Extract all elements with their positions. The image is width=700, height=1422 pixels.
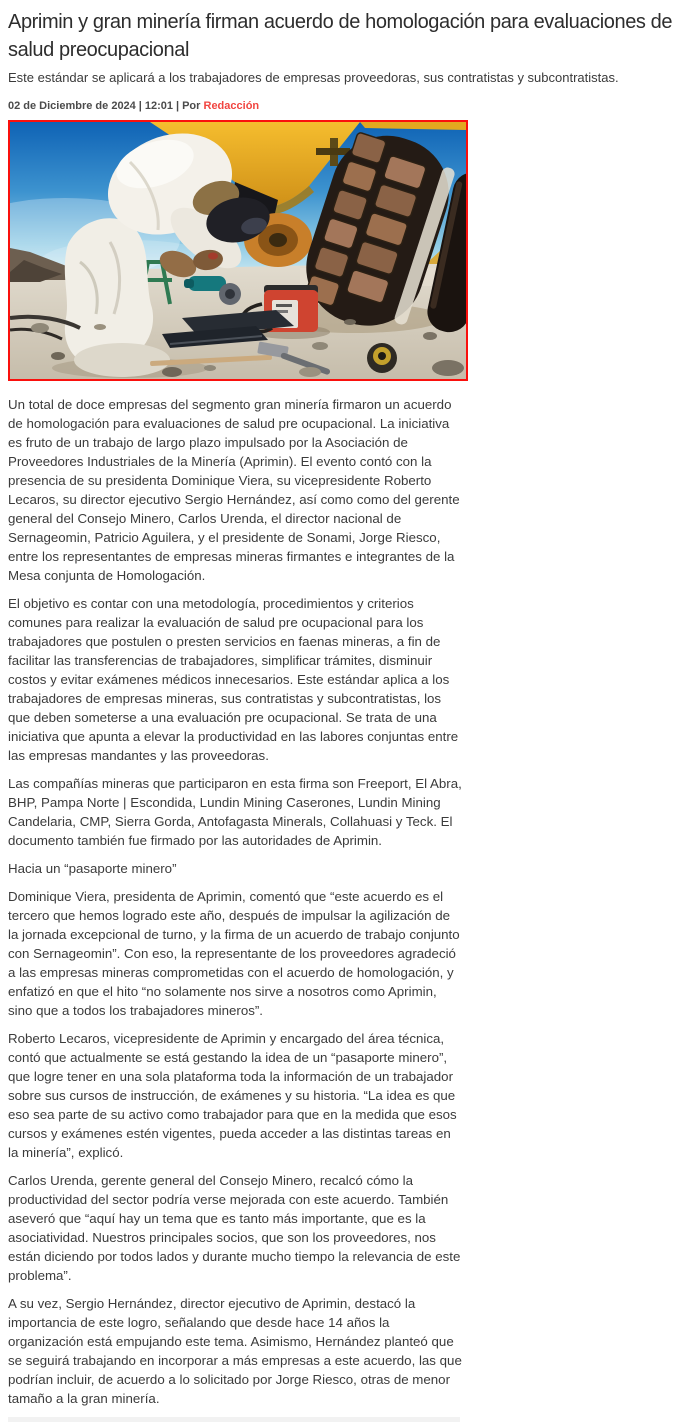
paragraph: Las compañías mineras que participaron en esta firma son Freeport, El Abra, BHP, Pampa Norte | Escondida, Lundin Mining Caserones, Lundin Mining Candelaria, CMP, Sierra Gorda, Antofagasta Minerals, Collahuasi y Teck. El documento también fue firmado por las autoridades de Aprimin. — [8, 776, 462, 848]
meta-separator: | — [138, 100, 142, 112]
meta-date: 02 de Diciembre de 2024 — [8, 100, 136, 112]
paragraph: Carlos Urenda, gerente general del Consejo Minero, recalcó cómo la productividad del sector podría verse mejorada con este acuerdo. También aseveró que “aquí hay un tema que es tanto más importante, que es la asociatividad. Nuestros principales socios, que son los proveedores, nos están diciendo por todos lados y durante mucho tiempo la relevancia de este problema”. — [8, 1173, 461, 1283]
meta-author-prefix: Por — [182, 100, 201, 112]
mining-worker-photo-illustration — [10, 122, 466, 379]
meta-separator: | — [176, 100, 180, 112]
article-title: Aprimin y gran minería firman acuerdo de homologación para evaluaciones de salud preocupacional — [8, 11, 673, 61]
paragraph: Roberto Lecaros, vicepresidente de Aprimin y encargado del área técnica, contó que actualmente se está gestando la idea de un “pasaporte minero”, que logre tener en una sola plataforma toda la información de un trabajador sobre sus cursos de instrucción, de exámenes y su historia. “La idea es que eso sea parte de su activo como trabajador para que en la medida que esos cursos y exámenes estén vigentes, pueda acceder a las distintas tareas en la minería”, explicó. — [8, 1031, 457, 1160]
bottom-divider — [8, 1417, 460, 1422]
article-meta — [8, 100, 700, 112]
meta-time: 12:01 — [144, 100, 174, 112]
paragraph: El objetivo es contar con una metodología, procedimientos y criterios comunes para realizar la evaluación de salud pre ocupacional para los trabajadores que postulen o presten servicios en faenas mineras, a fin de facilitar las transferencias de trabajadores, simplificar trámites, disminuir costos y evitar exámenes médicos innecesarios. Este estándar aplica a los trabajadores de empresas mineras, sus contratistas y subcontratistas, los que deben someterse a una evaluación pre ocupacional. Se trata de una iniciativa que apunta a elevar la productividad en las labores conjuntas entre las empresas mandantes y las proveedoras. — [8, 596, 459, 763]
paragraph: Un total de doce empresas del segmento gran minería firmaron un acuerdo de homologación para evaluaciones de salud pre ocupacional. La iniciativa es fruto de un trabajo de largo plazo impulsado por la Asociación de Proveedores Industriales de la Minería (Aprimin). El evento contó con la presencia de su presidenta Dominique Viera, su vicepresidente Roberto Lecaros, su director ejecutivo Sergio Hernández, así como como del gerente general del Consejo Minero, Carlos Urenda, el director nacional de Sernageomin, Patricio Aguilera, y el presidente de Sonami, Jorge Riesco, entre los representantes de empresas mineras firmantes e integrantes de la Mesa conjunta de Homologación. — [8, 397, 460, 583]
news-article — [8, 8, 700, 1422]
paragraph: A su vez, Sergio Hernández, director ejecutivo de Aprimin, destacó la importancia de este logro, señalando que desde hace 14 años la organización está empujando este tema. Asimismo, Hernández planteó que se seguirá trabajando en incorporar a más empresas a este acuerdo, las que podrían incluir, de acuerdo a lo solicitado por Jorge Riesco, otras de menor tamaño a la gran minería. — [8, 1296, 462, 1406]
author-link[interactable]: Redacción — [203, 100, 260, 112]
article-subtitle: Este estándar se aplicará a los trabajadores de empresas proveedoras, sus contratistas y subcontratistas. — [8, 70, 619, 85]
paragraph-section-heading: Hacia un “pasaporte minero” — [8, 861, 177, 876]
article-hero-photo — [8, 120, 468, 381]
paragraph: Dominique Viera, presidenta de Aprimin, comentó que “este acuerdo es el tercero que hemos logrado este año, después de impulsar la agilización de la jornada excepcional de turno, y la firma de un acuerdo de trabajo conjunto con Sernageomin”. Con eso, la representante de los proveedores agradeció a las empresas mineras comprometidas con el acuerdo de homologación, y enfatizó en que el hito “no solamente nos sirve a nosotros como Aprimin, sino que a todos los trabajadores mineros”. — [8, 889, 460, 1018]
article-body — [8, 395, 463, 1408]
